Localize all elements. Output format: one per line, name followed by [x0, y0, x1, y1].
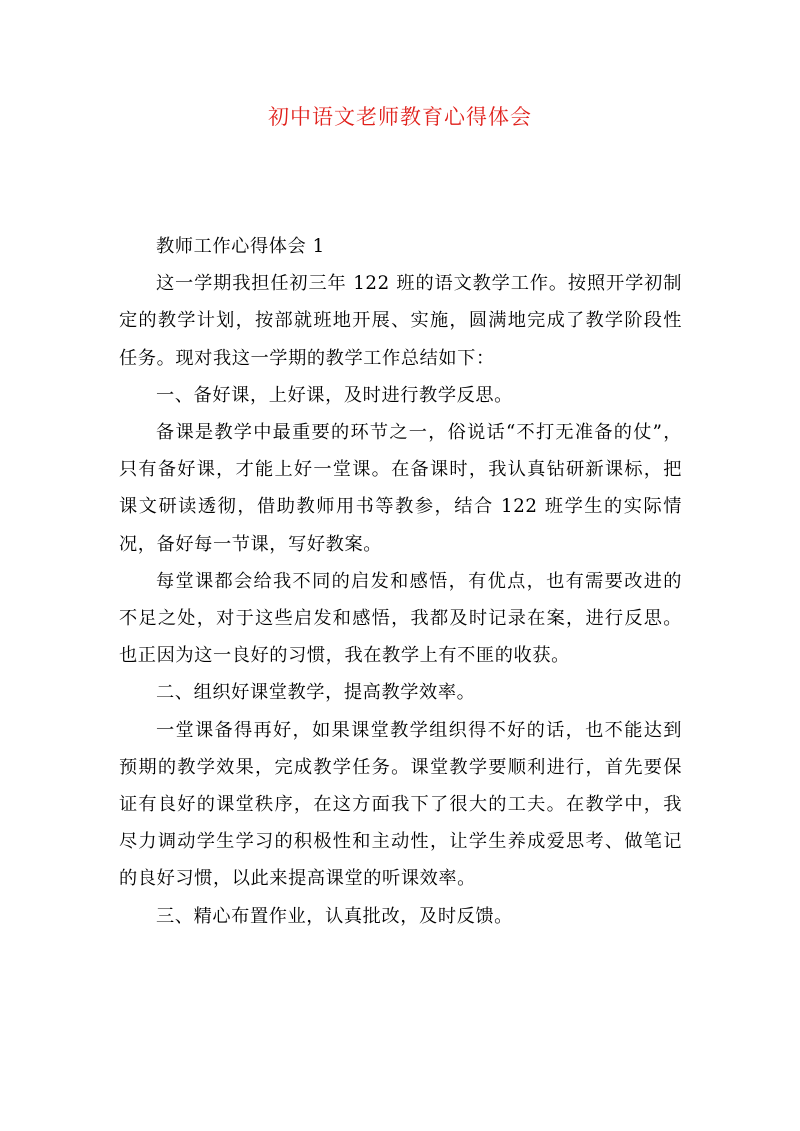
section-heading: 二、组织好课堂教学，提高教学效率。	[156, 682, 476, 704]
document-title: 初中语文老师教育心得体会	[268, 105, 532, 129]
paragraph: 备课是教学中最重要的环节之一，俗说话“不打无准备的仗”，只有备好课，才能上好一堂课。在备课时，我认真钻研新课标，把课文研读透彻，借助教师用书等教参，结合 122 班学生的实际情况，备好每一节课，写好教案。	[119, 422, 682, 555]
paragraph: 这一学期我担任初三年 122 班的语文教学工作。按照开学初制定的教学计划，按部就班地开展、实施，圆满地完成了教学阶段性任务。现对我这一学期的教学工作总结如下：	[119, 273, 682, 369]
section-heading: 三、精心布置作业，认真批改，及时反馈。	[156, 905, 513, 927]
section-heading: 教师工作心得体会 1	[156, 236, 325, 257]
paragraph: 一堂课备得再好，如果课堂教学组织得不好的话，也不能达到预期的教学效果，完成教学任务。课堂教学要顺利进行，首先要保证有良好的课堂秩序，在这方面我下了很大的工夫。在教学中，我尽力调动学生学习的积极性和主动性，让学生养成爱思考、做笔记的良好习惯，以此来提高课堂的听课效率。	[119, 719, 682, 890]
section-heading: 一、备好课，上好课，及时进行教学反思。	[156, 384, 513, 406]
document-body	[119, 228, 682, 935]
paragraph: 每堂课都会给我不同的启发和感悟，有优点，也有需要改进的不足之处，对于这些启发和感悟，我都及时记录在案，进行反思。也正因为这一良好的习惯，我在教学上有不匪的收获。	[119, 570, 682, 667]
